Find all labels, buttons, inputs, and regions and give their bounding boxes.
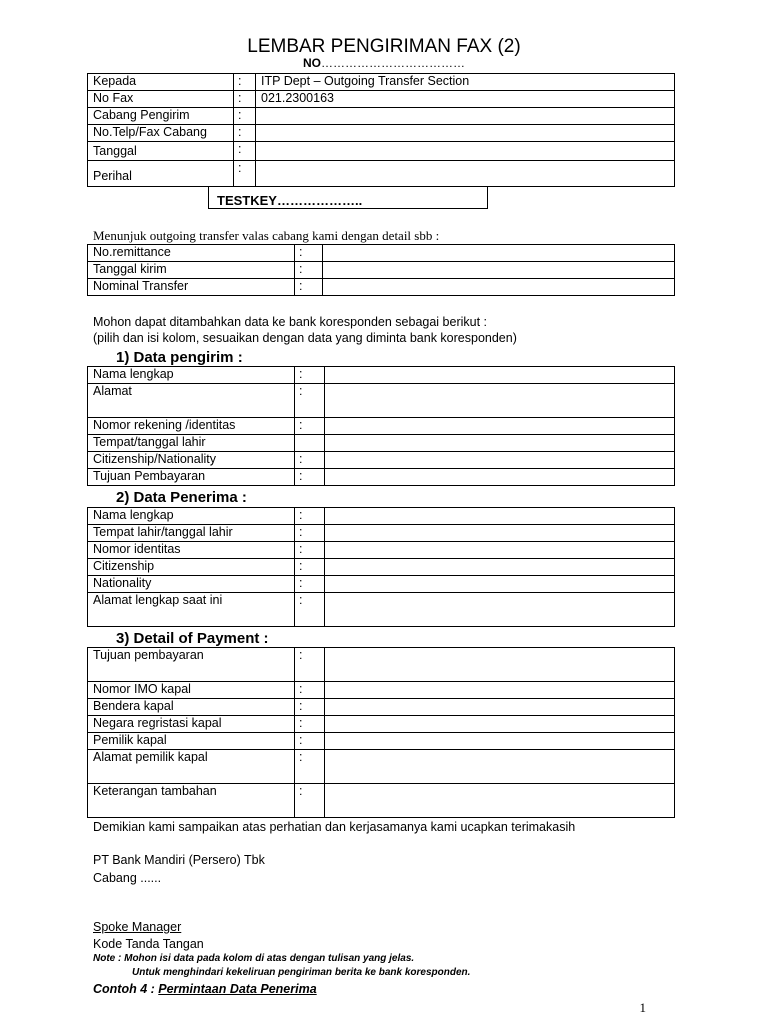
header-value[interactable]: [256, 161, 675, 187]
colon: :: [295, 245, 323, 262]
field-label: Alamat pemilik kapal: [88, 750, 295, 784]
remit-label: No.remittance: [88, 245, 295, 262]
remit-label: Tanggal kirim: [88, 262, 295, 279]
colon: :: [295, 384, 325, 418]
table-row: [88, 435, 675, 452]
request-line-2: (pilih dan isi kolom, sesuaikan dengan data yang diminta bank koresponden): [93, 331, 517, 345]
field-value[interactable]: [325, 452, 675, 469]
table-row: [88, 367, 675, 384]
colon: :: [295, 262, 323, 279]
request-line-1: Mohon dapat ditambahkan data ke bank koresponden sebagai berikut :: [93, 315, 488, 329]
field-value[interactable]: [325, 750, 675, 784]
remit-label: Nominal Transfer: [88, 279, 295, 296]
table-row: [88, 108, 675, 125]
field-value[interactable]: [325, 469, 675, 486]
colon: :: [234, 108, 256, 125]
section-2-title: 2) Data Penerima :: [116, 489, 247, 506]
colon: :: [234, 142, 256, 161]
testkey-box[interactable]: TESTKEY………………..: [208, 186, 488, 209]
field-label: Alamat: [88, 384, 295, 418]
header-label: Perihal: [88, 161, 234, 187]
colon: :: [234, 161, 256, 187]
branch-line: Cabang ......: [93, 871, 162, 885]
section-3-title: 3) Detail of Payment :: [116, 630, 269, 647]
colon: :: [295, 716, 325, 733]
no-dots: ………………………………: [321, 56, 465, 70]
colon: :: [295, 279, 323, 296]
table-row: [88, 648, 675, 682]
colon: :: [295, 750, 325, 784]
colon: :: [295, 784, 325, 818]
field-value[interactable]: [325, 576, 675, 593]
field-value[interactable]: [325, 435, 675, 452]
field-label: Tempat/tanggal lahir: [88, 435, 295, 452]
remit-value[interactable]: [323, 245, 675, 262]
colon: :: [295, 559, 325, 576]
table-row: [88, 784, 675, 818]
example-title: Permintaan Data Penerima: [158, 982, 317, 996]
example-prefix: Contoh 4 :: [93, 982, 159, 996]
header-value[interactable]: [256, 142, 675, 161]
note-line-1: Note : Mohon isi data pada kolom di atas dengan tulisan yang jelas.: [93, 953, 415, 964]
table-row: [88, 576, 675, 593]
table-row: [88, 750, 675, 784]
example-caption: [93, 982, 317, 996]
table-row: [88, 279, 675, 296]
table-row: [88, 262, 675, 279]
table-row: [88, 125, 675, 142]
field-value[interactable]: [325, 418, 675, 435]
field-value[interactable]: [325, 699, 675, 716]
field-label: Keterangan tambahan: [88, 784, 295, 818]
table-row: [88, 733, 675, 750]
colon: :: [295, 593, 325, 627]
table-row: [88, 525, 675, 542]
field-value[interactable]: [325, 648, 675, 682]
signer-title: Spoke Manager: [93, 920, 182, 934]
field-value[interactable]: [325, 593, 675, 627]
page-number: 1: [639, 1000, 646, 1015]
colon: :: [295, 648, 325, 682]
table-row: [88, 384, 675, 418]
field-value[interactable]: [325, 784, 675, 818]
table-row: [88, 716, 675, 733]
colon: :: [295, 542, 325, 559]
table-row: [88, 142, 675, 161]
field-label: Negara regristasi kapal: [88, 716, 295, 733]
field-label: Alamat lengkap saat ini: [88, 593, 295, 627]
colon: :: [295, 418, 325, 435]
field-label: Tujuan Pembayaran: [88, 469, 295, 486]
table-row: [88, 542, 675, 559]
header-label: Kepada: [88, 74, 234, 91]
document-title: LEMBAR PENGIRIMAN FAX (2): [247, 36, 521, 57]
field-label: Citizenship/Nationality: [88, 452, 295, 469]
table-row: [88, 161, 675, 187]
remit-value[interactable]: [323, 262, 675, 279]
recipient-data-table: [87, 507, 675, 627]
colon: :: [295, 452, 325, 469]
table-row: [88, 452, 675, 469]
table-row: [88, 559, 675, 576]
table-row: [88, 418, 675, 435]
header-value[interactable]: ITP Dept – Outgoing Transfer Section: [256, 74, 675, 91]
bank-name: PT Bank Mandiri (Persero) Tbk: [93, 853, 265, 867]
field-label: Tempat lahir/tanggal lahir: [88, 525, 295, 542]
remittance-table: [87, 244, 675, 296]
field-value[interactable]: [325, 508, 675, 525]
field-label: Nomor identitas: [88, 542, 295, 559]
field-value[interactable]: [325, 525, 675, 542]
intro-text: Menunjuk outgoing transfer valas cabang kami dengan detail sbb :: [93, 228, 440, 243]
colon: :: [234, 91, 256, 108]
table-row: [88, 593, 675, 627]
colon: [295, 435, 325, 452]
header-table: [87, 73, 675, 187]
colon: :: [295, 733, 325, 750]
field-label: Nomor IMO kapal: [88, 682, 295, 699]
field-value[interactable]: [325, 682, 675, 699]
field-value[interactable]: [325, 542, 675, 559]
colon: :: [295, 525, 325, 542]
header-label: Tanggal: [88, 142, 234, 161]
header-label: No Fax: [88, 91, 234, 108]
field-label: Tujuan pembayaran: [88, 648, 295, 682]
table-row: [88, 74, 675, 91]
header-value[interactable]: 021.2300163: [256, 91, 675, 108]
table-row: [88, 682, 675, 699]
signature-code: Kode Tanda Tangan: [93, 937, 204, 951]
section-1-title: 1) Data pengirim :: [116, 349, 243, 366]
field-value[interactable]: [325, 733, 675, 750]
field-label: Nomor rekening /identitas: [88, 418, 295, 435]
field-label: Nama lengkap: [88, 367, 295, 384]
note-line-2: Untuk menghindari kekeliruan pengiriman berita ke bank koresponden.: [132, 967, 471, 978]
header-label: Cabang Pengirim: [88, 108, 234, 125]
colon: :: [295, 508, 325, 525]
fax-number-line: [0, 57, 768, 70]
table-row: [88, 469, 675, 486]
colon: :: [234, 74, 256, 91]
field-value[interactable]: [325, 384, 675, 418]
colon: :: [295, 682, 325, 699]
remit-value[interactable]: [323, 279, 675, 296]
colon: :: [234, 125, 256, 142]
field-label: Citizenship: [88, 559, 295, 576]
colon: :: [295, 469, 325, 486]
field-label: Nationality: [88, 576, 295, 593]
no-label: NO: [303, 56, 321, 70]
header-label: No.Telp/Fax Cabang: [88, 125, 234, 142]
field-label: Bendera kapal: [88, 699, 295, 716]
colon: :: [295, 576, 325, 593]
header-value[interactable]: [256, 125, 675, 142]
colon: :: [295, 367, 325, 384]
field-value[interactable]: [325, 559, 675, 576]
table-row: [88, 508, 675, 525]
field-value[interactable]: [325, 716, 675, 733]
colon: :: [295, 699, 325, 716]
field-label: Nama lengkap: [88, 508, 295, 525]
sender-data-table: [87, 366, 675, 486]
table-row: [88, 91, 675, 108]
table-row: [88, 699, 675, 716]
payment-detail-table: [87, 647, 675, 818]
field-label: Pemilik kapal: [88, 733, 295, 750]
field-value[interactable]: [325, 367, 675, 384]
header-value[interactable]: [256, 108, 675, 125]
table-row: [88, 245, 675, 262]
closing-text: Demikian kami sampaikan atas perhatian dan kerjasamanya kami ucapkan terimakasih: [93, 820, 576, 834]
